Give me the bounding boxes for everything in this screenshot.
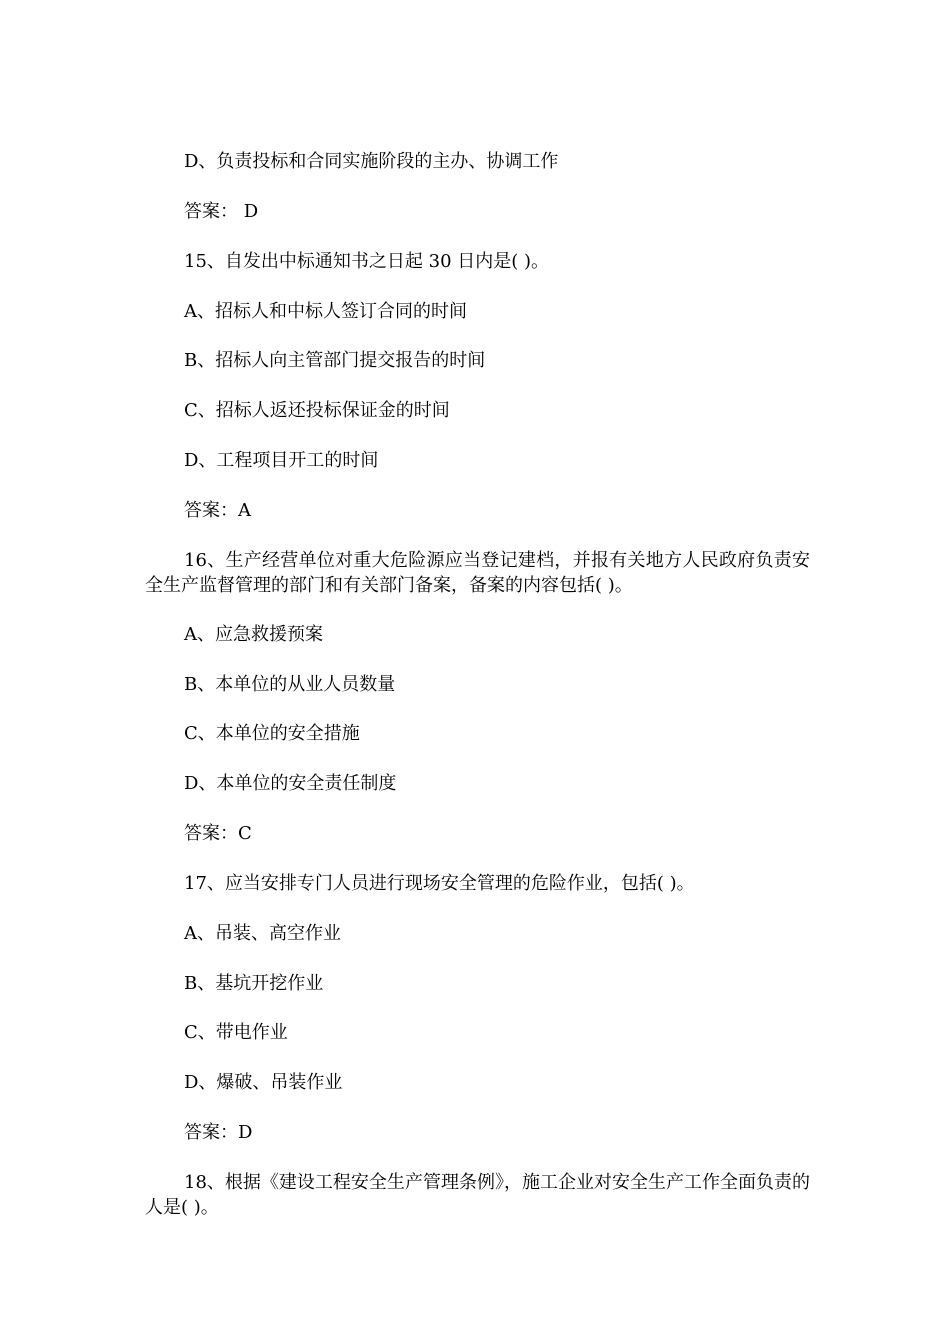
q16-option-c: C、本单位的安全措施	[184, 723, 360, 744]
q17-question: 17、应当安排专门人员进行现场安全管理的危险作业，包括( )。	[184, 873, 695, 894]
q15-answer: 答案：A	[184, 500, 251, 521]
q16-answer: 答案：C	[184, 823, 252, 844]
q17-answer: 答案：D	[184, 1122, 253, 1143]
q15-option-a: A、招标人和中标人签订合同的时间	[184, 301, 467, 322]
q15-option-c: C、招标人返还投标保证金的时间	[184, 400, 450, 421]
q18-question: 18、根据《建设工程安全生产管理条例》，施工企业对安全生产工作全面负责的人是( )。	[145, 1172, 810, 1218]
q15-question: 15、自发出中标通知书之日起 30 日内是( )。	[184, 251, 550, 272]
q17-option-d: D、爆破、吊装作业	[184, 1072, 343, 1093]
q17-option-a: A、吊装、高空作业	[184, 923, 341, 944]
q17-option-b: B、基坑开挖作业	[184, 973, 324, 994]
q14-option-d: D、负责投标和合同实施阶段的主办、协调工作	[184, 151, 559, 172]
q16-option-d: D、本单位的安全责任制度	[184, 773, 397, 794]
q16-option-b: B、本单位的从业人员数量	[184, 674, 396, 695]
q16-question: 16、生产经营单位对重大危险源应当登记建档，并报有关地方人民政府负责安全生产监督管理的部门和有关部门备案，备案的内容包括( )。	[145, 550, 810, 596]
q16-option-a: A、应急救援预案	[184, 624, 323, 645]
q14-answer: 答案： D	[184, 201, 259, 222]
q15-option-d: D、工程项目开工的时间	[184, 450, 379, 471]
q15-option-b: B、招标人向主管部门提交报告的时间	[184, 350, 486, 371]
q17-option-c: C、带电作业	[184, 1022, 288, 1043]
